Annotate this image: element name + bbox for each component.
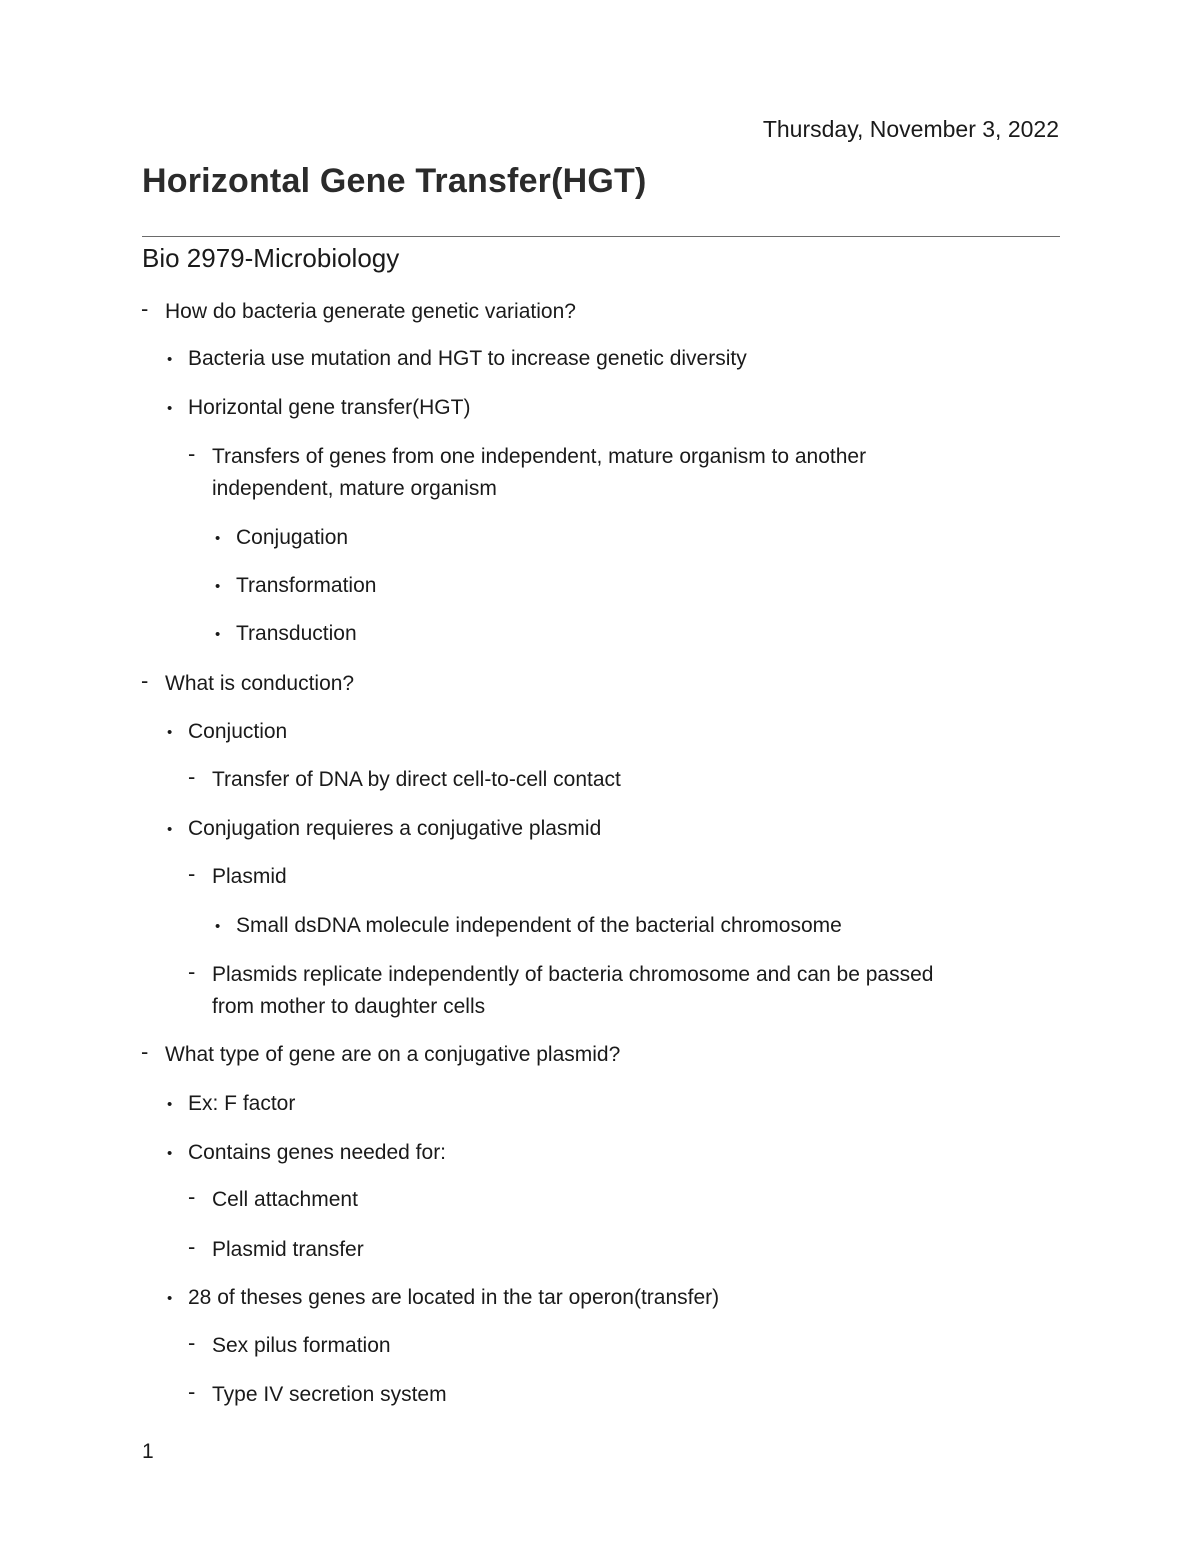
list-item-text: How do bacteria generate genetic variation?	[165, 300, 576, 323]
dash-marker: -	[141, 296, 149, 321]
list-item-text: Sex pilus formation	[212, 1334, 391, 1357]
list-item-text: Bacteria use mutation and HGT to increase genetic diversity	[188, 347, 747, 370]
list-item	[141, 668, 355, 700]
list-item	[188, 1379, 447, 1411]
list-item	[167, 1088, 296, 1120]
list-item-text: Horizontal gene transfer(HGT)	[188, 396, 471, 419]
list-item-continuation	[212, 991, 485, 1023]
list-item	[188, 1184, 358, 1216]
page-date: Thursday, November 3, 2022	[762, 116, 1059, 142]
list-item-text: Transduction	[236, 622, 357, 645]
bullet-marker: •	[215, 530, 221, 547]
list-item	[167, 813, 602, 845]
list-item	[188, 861, 287, 893]
list-item-text: Contains genes needed for:	[188, 1141, 447, 1164]
dash-marker: -	[141, 668, 149, 693]
list-item-text: Transfer of DNA by direct cell-to-cell contact	[212, 768, 621, 791]
dash-marker: -	[188, 1234, 196, 1259]
list-item-text: 28 of theses genes are located in the tar operon(transfer)	[188, 1286, 720, 1309]
dash-marker: -	[188, 861, 196, 886]
list-item-text: What is conduction?	[165, 672, 355, 695]
list-item	[188, 959, 934, 991]
list-item	[167, 392, 471, 424]
list-item	[188, 764, 621, 796]
dash-marker: -	[141, 1039, 149, 1064]
list-item	[188, 441, 867, 473]
bullet-marker: •	[167, 351, 173, 368]
list-item-text: Plasmids replicate independently of bacteria chromosome and can be passed	[212, 963, 934, 986]
dash-marker: -	[188, 1330, 196, 1355]
list-item-continuation	[212, 473, 497, 505]
list-item-text: Conjugation	[236, 526, 349, 549]
list-item-text: Conjuction	[188, 720, 288, 743]
list-item-text: Ex: F factor	[188, 1092, 296, 1115]
list-item-text: Transformation	[236, 574, 377, 597]
list-item-text: Plasmid	[212, 865, 287, 888]
page-subtitle: Bio 2979-Microbiology	[142, 243, 400, 273]
list-item	[215, 910, 842, 942]
page-title: Horizontal Gene Transfer(HGT)	[142, 162, 647, 200]
list-item	[167, 716, 288, 748]
list-item	[141, 296, 576, 328]
dash-marker: -	[188, 1184, 196, 1209]
bullet-marker: •	[167, 821, 173, 838]
bullet-marker: •	[167, 1290, 173, 1307]
bullet-marker: •	[167, 1145, 173, 1162]
list-item	[215, 618, 357, 650]
page-number: 1	[142, 1440, 154, 1463]
list-item-text: from mother to daughter cells	[212, 995, 486, 1018]
list-item	[141, 1039, 621, 1071]
list-item	[167, 1282, 720, 1314]
list-item-text: Small dsDNA molecule independent of the bacterial chromosome	[236, 914, 842, 937]
list-item-text: Cell attachment	[212, 1188, 358, 1211]
list-item	[215, 570, 377, 602]
dash-marker: -	[188, 441, 196, 466]
dash-marker: -	[188, 1379, 196, 1404]
list-item-text: Plasmid transfer	[212, 1238, 364, 1261]
list-item	[215, 522, 349, 554]
list-item	[167, 1137, 447, 1169]
dash-marker: -	[188, 959, 196, 984]
title-divider	[142, 236, 1060, 237]
list-item-text: What type of gene are on a conjugative plasmid?	[165, 1043, 621, 1066]
bullet-marker: •	[215, 578, 221, 595]
bullet-marker: •	[215, 626, 221, 643]
list-item	[188, 1234, 364, 1266]
list-item-text: Transfers of genes from one independent, mature organism to another	[212, 445, 867, 468]
bullet-marker: •	[215, 918, 221, 935]
bullet-marker: •	[167, 724, 173, 741]
list-item-text: independent, mature organism	[212, 477, 497, 500]
list-item-text: Type IV secretion system	[212, 1383, 447, 1406]
list-item	[188, 1330, 391, 1362]
list-item	[167, 343, 747, 375]
list-item-text: Conjugation requieres a conjugative plasmid	[188, 817, 602, 840]
bullet-marker: •	[167, 400, 173, 417]
dash-marker: -	[188, 764, 196, 789]
bullet-marker: •	[167, 1096, 173, 1113]
